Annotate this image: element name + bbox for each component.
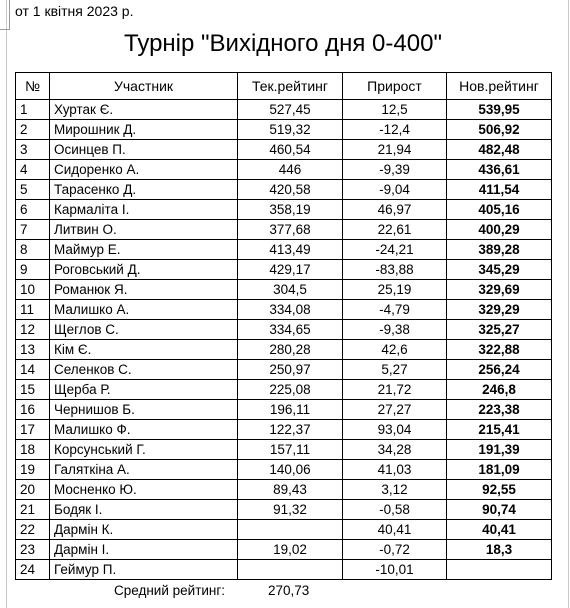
cell-participant: Дармін К. <box>50 520 238 540</box>
table-row <box>16 120 552 140</box>
cell-new-rating: 400,29 <box>447 220 552 240</box>
cell-current-rating: 519,32 <box>238 120 343 140</box>
table-header-row <box>16 73 552 100</box>
cell-number: 15 <box>16 380 50 400</box>
cell-participant: Мирошник Д. <box>50 120 238 140</box>
column-header-number: № <box>16 73 50 100</box>
cell-new-rating: 191,39 <box>447 440 552 460</box>
cell-number: 11 <box>16 300 50 320</box>
cell-participant: Литвин О. <box>50 220 238 240</box>
cell-current-rating: 91,32 <box>238 500 343 520</box>
cell-current-rating: 89,43 <box>238 480 343 500</box>
table-row <box>16 300 552 320</box>
cell-participant: Сидоренко А. <box>50 160 238 180</box>
cell-current-rating: 304,5 <box>238 280 343 300</box>
table-row <box>16 220 552 240</box>
table-row <box>16 560 552 580</box>
cell-current-rating: 446 <box>238 160 343 180</box>
cell-gain: 41,03 <box>343 460 447 480</box>
cell-participant: Кармаліта І. <box>50 200 238 220</box>
cell-participant: Хуртак Є. <box>50 100 238 120</box>
column-header-new-rating: Нов.рейтинг <box>447 73 552 100</box>
table-body <box>16 100 552 580</box>
table-row <box>16 540 552 560</box>
cell-number: 12 <box>16 320 50 340</box>
cell-gain: 27,27 <box>343 400 447 420</box>
table-row <box>16 180 552 200</box>
column-header-current-rating: Тек.рейтинг <box>238 73 343 100</box>
table-row <box>16 340 552 360</box>
average-rating-value: 270,73 <box>268 583 310 598</box>
cell-participant: Маймур Е. <box>50 240 238 260</box>
table-row <box>16 100 552 120</box>
cell-number: 22 <box>16 520 50 540</box>
cell-current-rating: 140,06 <box>238 460 343 480</box>
cell-new-rating: 90,74 <box>447 500 552 520</box>
table-row <box>16 440 552 460</box>
cell-gain: 12,5 <box>343 100 447 120</box>
cell-new-rating: 482,48 <box>447 140 552 160</box>
cell-current-rating: 122,37 <box>238 420 343 440</box>
cell-number: 13 <box>16 340 50 360</box>
cell-number: 14 <box>16 360 50 380</box>
cell-gain: 34,28 <box>343 440 447 460</box>
cell-gain: -9,04 <box>343 180 447 200</box>
cell-new-rating: 405,16 <box>447 200 552 220</box>
cell-number: 21 <box>16 500 50 520</box>
table-row <box>16 280 552 300</box>
cell-participant: Мосненко Ю. <box>50 480 238 500</box>
cell-gain: -9,38 <box>343 320 447 340</box>
cell-new-rating: 215,41 <box>447 420 552 440</box>
cell-number: 2 <box>16 120 50 140</box>
cell-number: 6 <box>16 200 50 220</box>
cell-number: 1 <box>16 100 50 120</box>
cell-participant: Галяткіна А. <box>50 460 238 480</box>
cell-number: 23 <box>16 540 50 560</box>
page-title: Турнір "Вихідного дня 0-400" <box>124 30 442 57</box>
cell-gain: 40,41 <box>343 520 447 540</box>
cell-new-rating: 223,38 <box>447 400 552 420</box>
cell-number: 7 <box>16 220 50 240</box>
table-row <box>16 140 552 160</box>
cell-gain: -0,72 <box>343 540 447 560</box>
table-row <box>16 160 552 180</box>
cell-gain: -12,4 <box>343 120 447 140</box>
cell-gain: -10,01 <box>343 560 447 580</box>
table-row <box>16 240 552 260</box>
cell-new-rating: 246,8 <box>447 380 552 400</box>
cell-participant: Романюк Я. <box>50 280 238 300</box>
cell-current-rating: 413,49 <box>238 240 343 260</box>
table-row <box>16 460 552 480</box>
cell-new-rating: 256,24 <box>447 360 552 380</box>
cell-gain: 21,72 <box>343 380 447 400</box>
cell-number: 20 <box>16 480 50 500</box>
cell-new-rating: 322,88 <box>447 340 552 360</box>
cell-participant: Дармін І. <box>50 540 238 560</box>
cell-current-rating: 358,19 <box>238 200 343 220</box>
cell-gain: 22,61 <box>343 220 447 240</box>
cell-gain: 21,94 <box>343 140 447 160</box>
cell-number: 19 <box>16 460 50 480</box>
cell-gain: 93,04 <box>343 420 447 440</box>
cell-new-rating: 40,41 <box>447 520 552 540</box>
cell-gain: -83,88 <box>343 260 447 280</box>
cell-gain: 46,97 <box>343 200 447 220</box>
cell-participant: Кім Є. <box>50 340 238 360</box>
cell-number: 5 <box>16 180 50 200</box>
cell-participant: Геймур П. <box>50 560 238 580</box>
cell-number: 17 <box>16 420 50 440</box>
cell-new-rating <box>447 560 552 580</box>
column-header-gain: Прирост <box>343 73 447 100</box>
cell-new-rating: 181,09 <box>447 460 552 480</box>
cell-new-rating: 436,61 <box>447 160 552 180</box>
cell-current-rating: 429,17 <box>238 260 343 280</box>
cell-participant: Малишко Ф. <box>50 420 238 440</box>
cell-participant: Осинцев П. <box>50 140 238 160</box>
column-header-participant: Участник <box>50 73 238 100</box>
cell-new-rating: 329,29 <box>447 300 552 320</box>
cell-number: 3 <box>16 140 50 160</box>
cell-new-rating: 411,54 <box>447 180 552 200</box>
cell-participant: Тарасенко Д. <box>50 180 238 200</box>
cell-current-rating: 334,65 <box>238 320 343 340</box>
cell-gain: -4,79 <box>343 300 447 320</box>
cell-new-rating: 325,27 <box>447 320 552 340</box>
cell-current-rating: 250,97 <box>238 360 343 380</box>
table-row <box>16 200 552 220</box>
table-row <box>16 480 552 500</box>
cell-participant: Селенков С. <box>50 360 238 380</box>
cell-current-rating <box>238 520 343 540</box>
cell-number: 24 <box>16 560 50 580</box>
cell-new-rating: 506,92 <box>447 120 552 140</box>
cell-participant: Корсунський Г. <box>50 440 238 460</box>
cell-current-rating: 280,28 <box>238 340 343 360</box>
table-row <box>16 400 552 420</box>
table-row <box>16 520 552 540</box>
cell-participant: Щеглов С. <box>50 320 238 340</box>
cell-current-rating: 334,08 <box>238 300 343 320</box>
table-row <box>16 260 552 280</box>
cell-participant: Щерба Р. <box>50 380 238 400</box>
average-rating-label: Средний рейтинг: <box>114 583 226 598</box>
cell-current-rating: 460,54 <box>238 140 343 160</box>
cell-participant: Чернишов Б. <box>50 400 238 420</box>
cell-participant: Малишко А. <box>50 300 238 320</box>
cell-number: 18 <box>16 440 50 460</box>
cell-number: 8 <box>16 240 50 260</box>
cell-current-rating: 527,45 <box>238 100 343 120</box>
cell-gain: -9,39 <box>343 160 447 180</box>
cell-number: 4 <box>16 160 50 180</box>
table-row <box>16 500 552 520</box>
cell-current-rating: 225,08 <box>238 380 343 400</box>
cell-participant: Бодяк І. <box>50 500 238 520</box>
cell-new-rating: 92,55 <box>447 480 552 500</box>
cell-number: 10 <box>16 280 50 300</box>
cell-current-rating <box>238 560 343 580</box>
table-row <box>16 380 552 400</box>
cell-gain: 25,19 <box>343 280 447 300</box>
report-date: от 1 квітня 2023 р. <box>15 3 134 19</box>
cell-current-rating: 157,11 <box>238 440 343 460</box>
cell-current-rating: 19,02 <box>238 540 343 560</box>
cell-gain: 5,27 <box>343 360 447 380</box>
table-row <box>16 420 552 440</box>
cell-new-rating: 329,69 <box>447 280 552 300</box>
table-row <box>16 360 552 380</box>
cell-gain: 42,6 <box>343 340 447 360</box>
ratings-table <box>15 72 552 580</box>
cell-new-rating: 18,3 <box>447 540 552 560</box>
table-row <box>16 320 552 340</box>
cell-number: 9 <box>16 260 50 280</box>
cell-gain: 3,12 <box>343 480 447 500</box>
cell-new-rating: 539,95 <box>447 100 552 120</box>
cell-current-rating: 420,58 <box>238 180 343 200</box>
cell-gain: -0,58 <box>343 500 447 520</box>
cell-number: 16 <box>16 400 50 420</box>
cell-current-rating: 196,11 <box>238 400 343 420</box>
cell-gain: -24,21 <box>343 240 447 260</box>
cell-new-rating: 345,29 <box>447 260 552 280</box>
cell-current-rating: 377,68 <box>238 220 343 240</box>
cell-new-rating: 389,28 <box>447 240 552 260</box>
page-corner-marker <box>0 0 10 30</box>
cell-participant: Роговський Д. <box>50 260 238 280</box>
